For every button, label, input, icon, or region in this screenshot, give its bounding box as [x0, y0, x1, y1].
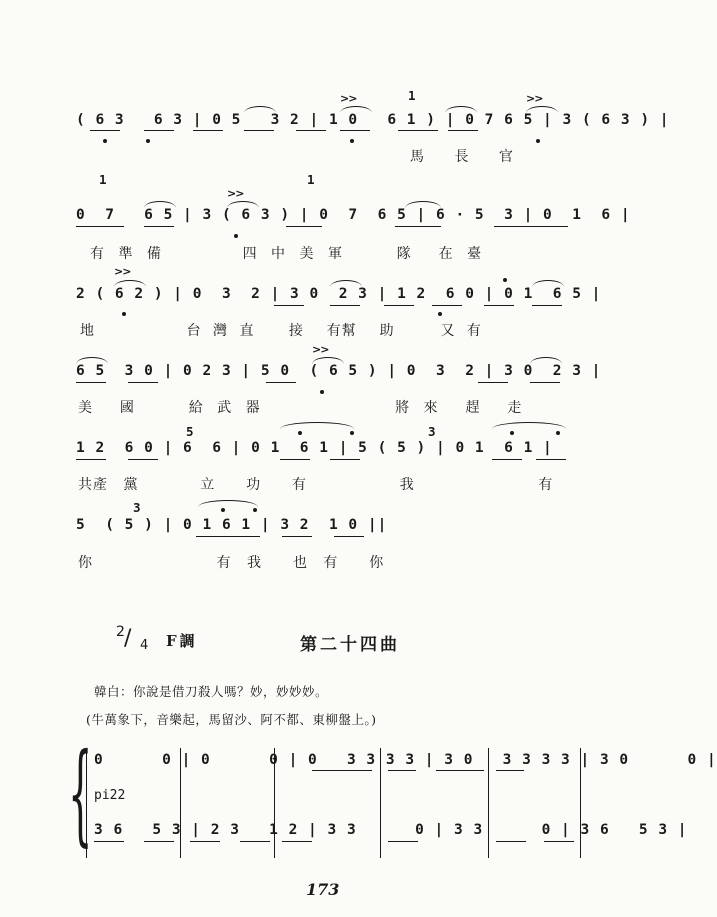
beam [144, 226, 174, 227]
beam [388, 841, 418, 842]
accent-mark: >> [227, 187, 244, 200]
accent-mark: >> [340, 92, 357, 105]
beam [544, 841, 574, 842]
beam [94, 841, 124, 842]
slur [445, 106, 477, 113]
beam [492, 459, 522, 460]
lyrics-line: 你 有 我 也 有 你 [78, 555, 385, 571]
high-octave-dot [298, 431, 302, 435]
grace-note: 3 [133, 500, 142, 515]
top-note: 1 [408, 88, 417, 103]
barline [180, 748, 181, 858]
notation-line: 5 ( 5 ) | 0 1 6 1 | 3 2 1 0 || [76, 517, 388, 533]
barline [488, 748, 489, 858]
slur [76, 357, 108, 364]
beam [436, 770, 484, 771]
grace-note: 3 [428, 424, 437, 439]
lyrics-line: 地 台 灣 直 接 有幫 助 又 有 [80, 323, 482, 339]
beam [190, 841, 220, 842]
slur [530, 357, 562, 364]
beam [240, 841, 270, 842]
beam [334, 536, 364, 537]
piece-title: 第二十四曲 [300, 635, 400, 655]
time-signature-slash: / [124, 626, 132, 651]
beam [266, 382, 296, 383]
beam [128, 382, 158, 383]
system-brace: { [68, 729, 93, 857]
top-note: 1 [307, 172, 316, 187]
beam [330, 305, 360, 306]
lyrics-line: 有 準 備 四 中 美 軍 隊 在 臺 [90, 246, 483, 262]
beam [398, 130, 438, 131]
slur [244, 106, 276, 113]
barline [86, 748, 87, 858]
beam [144, 841, 174, 842]
high-octave-dot [350, 431, 354, 435]
high-octave-dot [253, 508, 257, 512]
beam [384, 305, 414, 306]
beam [76, 382, 106, 383]
accent-mark: >> [312, 343, 329, 356]
beam [496, 841, 526, 842]
beam [244, 130, 274, 131]
middle-label: pi22 [94, 788, 126, 803]
beam [484, 305, 514, 306]
lyrics-line: 馬 長 官 [410, 149, 514, 165]
time-signature-bottom: 4 [140, 638, 149, 653]
slur [492, 422, 566, 429]
grace-note: 5 [186, 424, 195, 439]
high-octave-dot [503, 278, 507, 282]
beam [76, 459, 106, 460]
low-octave-dot [320, 390, 324, 394]
beam [193, 130, 223, 131]
beam [395, 226, 441, 227]
slur [280, 422, 354, 429]
beam [478, 382, 508, 383]
high-octave-dot [221, 508, 225, 512]
stage-direction: (牛萬象下，音樂起，馬留沙、阿不都、東柳盤上。) [86, 712, 377, 727]
key-label: F調 [166, 632, 198, 650]
beam [496, 770, 524, 771]
notation-line: 6 5 3 0 | 0 2 3 | 5 0 ( 6 5 ) | 0 3 2 | 3 0 2 3 | [76, 363, 602, 379]
lyrics-line: 共產 黨 立 功 有 我 有 [78, 477, 554, 493]
top-note: 1 [99, 172, 108, 187]
beam [530, 382, 560, 383]
notation-line: 2 ( 6 2 ) | 0 3 2 | 3 0 2 3 | 1 2 6 0 | 0 1 6 5 | [76, 286, 602, 302]
low-octave-dot [146, 139, 150, 143]
low-octave-dot [103, 139, 107, 143]
low-octave-dot [122, 312, 126, 316]
beam [90, 130, 120, 131]
dialogue-line: 韓白：你說是借刀殺人嗎？妙，妙妙妙。 [94, 684, 329, 699]
notation-line: 0 7 6 5 | 3 ( 6 3 ) | 0 7 6 5 | 6 · 5 3 | 0 1 6 | [76, 207, 631, 223]
low-octave-dot [234, 234, 238, 238]
beam [282, 841, 312, 842]
slur [330, 280, 362, 287]
slur [340, 106, 372, 113]
accent-mark: >> [114, 265, 131, 278]
beam [144, 130, 174, 131]
slur [312, 357, 344, 364]
beam [532, 305, 562, 306]
barline [580, 748, 581, 858]
notation-line: 1 2 6 0 | 6 6 | 0 1 6 1 | 5 ( 5 ) | 0 1 6 1 | [76, 440, 553, 456]
barline [274, 748, 275, 858]
slur [114, 280, 146, 287]
accent-mark: >> [526, 92, 543, 105]
slur [526, 106, 558, 113]
beam [388, 770, 416, 771]
low-octave-dot [350, 139, 354, 143]
beam [536, 459, 566, 460]
beam [196, 536, 260, 537]
beam [128, 459, 158, 460]
beam [340, 130, 370, 131]
slur [198, 500, 258, 507]
high-octave-dot [556, 431, 560, 435]
beam [296, 130, 326, 131]
beam [274, 305, 304, 306]
beam [494, 226, 568, 227]
beam [330, 459, 360, 460]
page-number: 173 [306, 880, 340, 899]
beam [76, 226, 124, 227]
low-octave-dot [536, 139, 540, 143]
slur [532, 280, 564, 287]
slur [144, 201, 176, 208]
time-signature-top: 2 [116, 624, 125, 640]
slur [227, 201, 259, 208]
beam [282, 536, 312, 537]
beam [448, 130, 478, 131]
lyrics-line: 美 國 給 武 器 將 來 趕 走 [78, 400, 523, 416]
notation-line: ( 6 3 6 3 | 0 5 3 2 | 1 0 6 1 ) | 0 7 6 5 | 3 ( 6 3 ) | [76, 112, 670, 128]
slur [405, 201, 441, 208]
upper-staff: 0 0 | 0 0 | 0 3 3 3 3 | 3 0 3 3 3 3 | 3 0 0 | [94, 752, 717, 768]
low-octave-dot [438, 312, 442, 316]
beam [432, 305, 462, 306]
beam [312, 770, 372, 771]
barline [380, 748, 381, 858]
high-octave-dot [510, 431, 514, 435]
beam [286, 226, 322, 227]
beam [280, 459, 310, 460]
lower-staff: 3 6 5 3 | 2 3 1 2 | 3 3 0 | 3 3 0 | 3 6 5 3 | [94, 822, 688, 838]
